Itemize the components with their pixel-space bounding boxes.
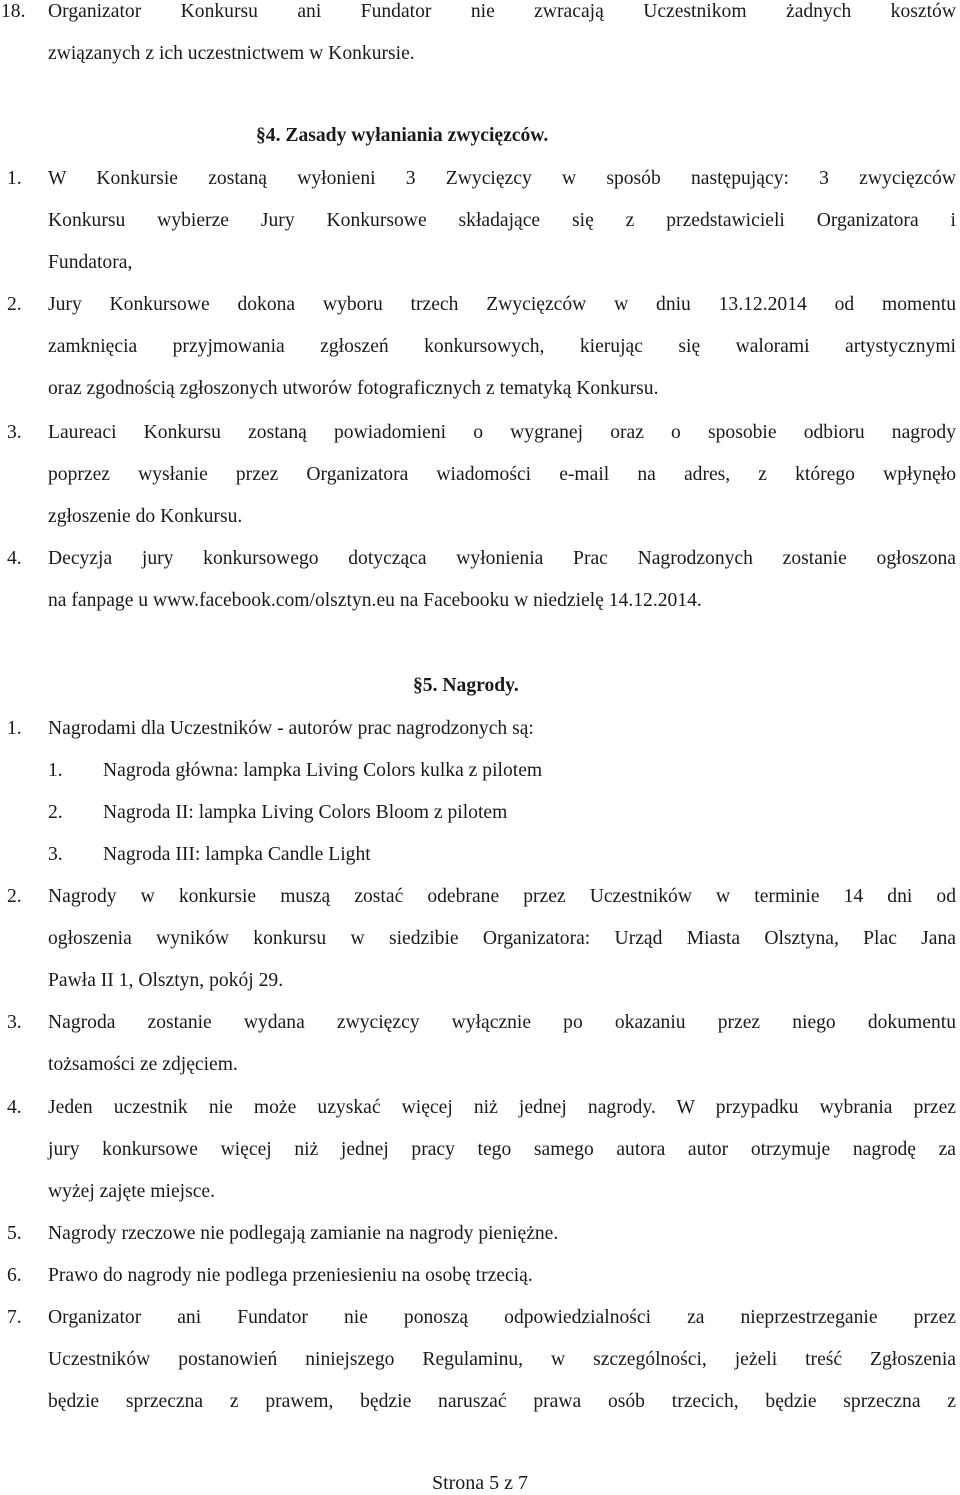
item-text-line: Organizator Konkursu ani Fundator nie zwracają Uczestnikom żadnych kosztów (48, 1, 956, 22)
item-number: 1. (7, 718, 22, 739)
prize-text: Nagroda III: lampka Candle Light (103, 844, 371, 865)
item-number: 2. (7, 886, 22, 907)
item-number: 5. (7, 1223, 22, 1244)
prize-number: 1. (48, 760, 63, 781)
section-heading: §4. Zasady wyłaniania zwycięzców. (256, 125, 549, 146)
item-text-line: ogłoszenia wyników konkursu w siedzibie Organizatora: Urząd Miasta Olsztyna, Plac Jana (48, 928, 956, 949)
item-text-line: Nagrody rzeczowe nie podlegają zamianie na nagrody pieniężne. (48, 1223, 559, 1244)
item-text-line: Pawła II 1, Olsztyn, pokój 29. (48, 970, 284, 991)
item-text-line: związanych z ich uczestnictwem w Konkursie. (48, 43, 415, 64)
prize-number: 2. (48, 802, 63, 823)
item-text-line: Prawo do nagrody nie podlega przeniesieniu na osobę trzecią. (48, 1265, 533, 1286)
item-text-line: na fanpage u www.facebook.com/olsztyn.eu na Facebooku w niedzielę 14.12.2014. (48, 590, 702, 611)
item-number: 18. (1, 1, 26, 22)
item-number: 7. (7, 1307, 22, 1328)
item-text-line: zamknięcia przyjmowania zgłoszeń konkursowych, kierując się walorami artystycznymi (48, 336, 956, 357)
item-number: 1. (7, 168, 22, 189)
section-heading: §5. Nagrody. (413, 675, 519, 696)
item-text-line: Konkursu wybierze Jury Konkursowe składające się z przedstawicieli Organizatora i (48, 210, 956, 231)
item-text-line: Laureaci Konkursu zostaną powiadomieni o wygranej oraz o sposobie odbioru nagrody (48, 422, 956, 443)
item-number: 2. (7, 294, 22, 315)
item-text-line: Jury Konkursowe dokona wyboru trzech Zwycięzców w dniu 13.12.2014 od momentu (48, 294, 956, 315)
item-number: 3. (7, 422, 22, 443)
item-text-line: Uczestników postanowień niniejszego Regulaminu, w szczególności, jeżeli treść Zgłoszenia (48, 1349, 956, 1370)
item-number: 4. (7, 548, 22, 569)
page-number-footer: Strona 5 z 7 (431, 1472, 529, 1494)
item-text-line: wyżej zajęte miejsce. (48, 1181, 215, 1202)
item-text-line: Nagrodami dla Uczestników - autorów prac nagrodzonych są: (48, 718, 534, 739)
item-number: 4. (7, 1097, 22, 1118)
prize-number: 3. (48, 844, 63, 865)
item-text-line: W Konkursie zostaną wyłonieni 3 Zwycięzcy w sposób następujący: 3 zwycięzców (48, 168, 956, 189)
item-text-line: Jeden uczestnik nie może uzyskać więcej niż jednej nagrody. W przypadku wybrania przez (48, 1097, 956, 1118)
item-text-line: Nagrody w konkursie muszą zostać odebrane przez Uczestników w terminie 14 dni od (48, 886, 956, 907)
item-number: 6. (7, 1265, 22, 1286)
item-text-line: tożsamości ze zdjęciem. (48, 1054, 238, 1075)
item-text-line: będzie sprzeczna z prawem, będzie naruszać prawa osób trzecich, będzie sprzeczna z (48, 1391, 956, 1412)
item-text-line: Nagroda zostanie wydana zwycięzcy wyłącznie po okazaniu przez niego dokumentu (48, 1012, 956, 1033)
item-text-line: jury konkursowe więcej niż jednej pracy tego samego autora autor otrzymuje nagrodę za (48, 1139, 956, 1160)
item-text-line: poprzez wysłanie przez Organizatora wiadomości e-mail na adres, z którego wpłynęło (48, 464, 956, 485)
item-text-line: Fundatora, (48, 252, 133, 273)
item-text-line: zgłoszenie do Konkursu. (48, 506, 243, 527)
prize-text: Nagroda główna: lampka Living Colors kulka z pilotem (103, 760, 543, 781)
item-text-line: oraz zgodnością zgłoszonych utworów fotograficznych z tematyką Konkursu. (48, 378, 659, 399)
prize-text: Nagroda II: lampka Living Colors Bloom z pilotem (103, 802, 508, 823)
item-text-line: Decyzja jury konkursowego dotycząca wyłonienia Prac Nagrodzonych zostanie ogłoszona (48, 548, 956, 569)
item-text-line: Organizator ani Fundator nie ponoszą odpowiedzialności za nieprzestrzeganie przez (48, 1307, 956, 1328)
item-number: 3. (7, 1012, 22, 1033)
